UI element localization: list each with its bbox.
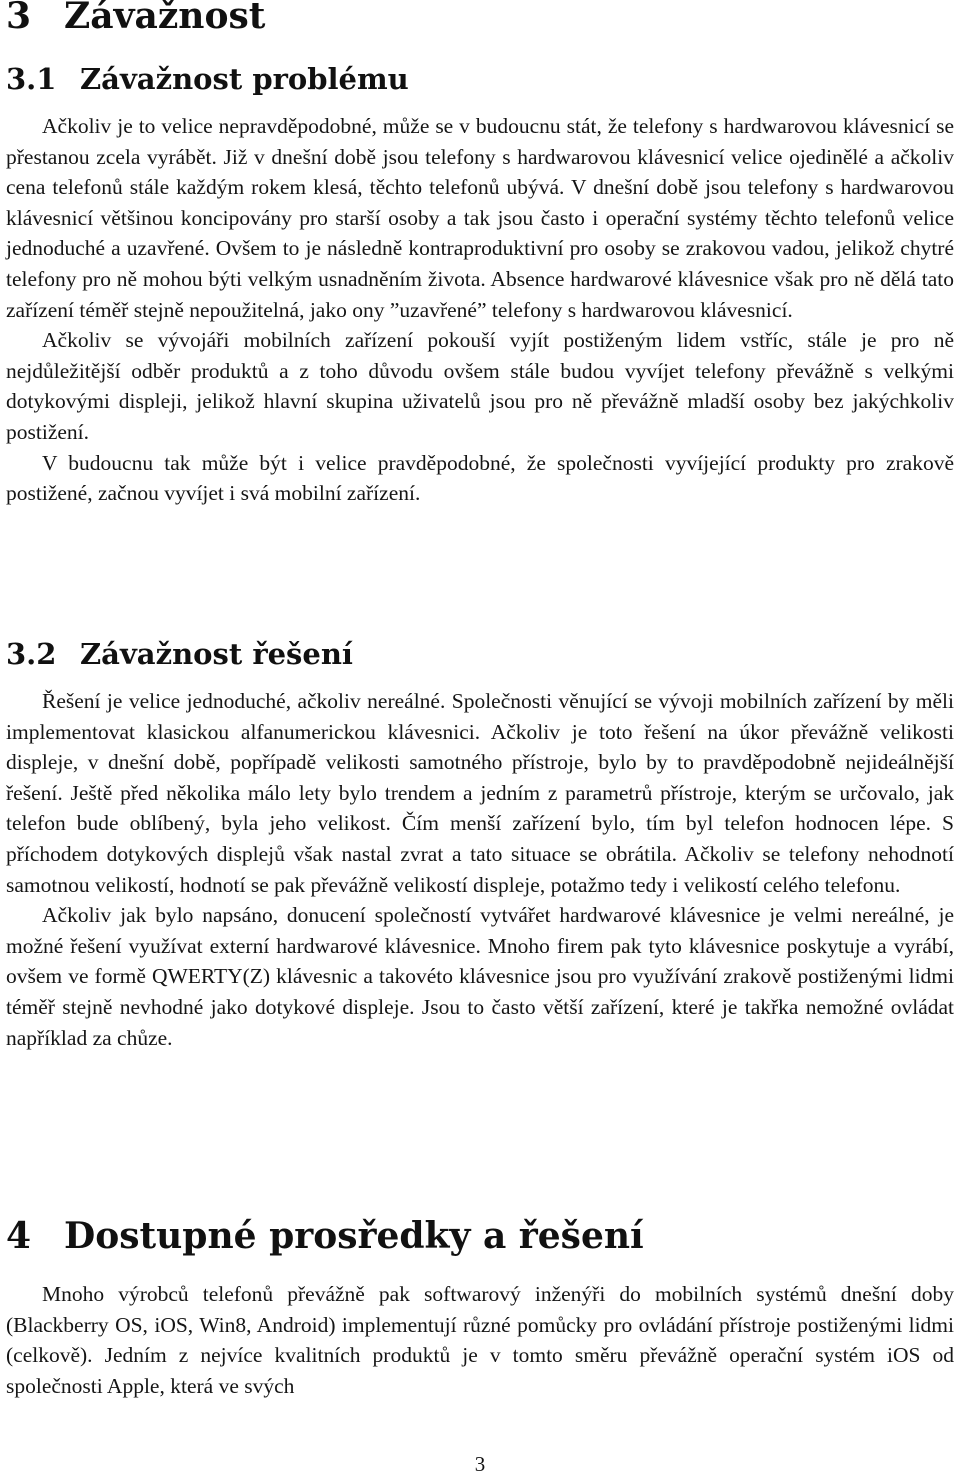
section-4-body (6, 1279, 954, 1401)
section-3-heading (6, 0, 265, 36)
paragraph: Mnoho výrobců telefonů převážně pak softwarový inženýři do mobilních systémů dnešní doby (Blackberry OS, iOS, Win8, Android) implementují různé pomůcky pro ovládání přístroje postiženými lidmi (celkově). Jedním z nejvíce kvalitních produktů je v tomto směru převážně operační systém iOS od společnosti Apple, která ve svých (6, 1282, 954, 1398)
section-number: 3.2 (6, 637, 57, 671)
section-number: 3.1 (6, 62, 57, 96)
section-number: 4 (6, 1215, 32, 1257)
paragraph: Ačkoliv se vývojáři mobilních zařízení pokouší vyjít postiženým lidem vstříc, stále je pro ně nejdůležitější odběr produktů a z toho důvodu ovšem stále budou vyvíjet telefony převážně s velkými dotykovými displeji, jelikož hlavní skupina uživatelů jsou pro ně převážně mladší osoby bez jakýchkoliv postižení. (6, 328, 954, 444)
paragraph: Řešení je velice jednoduché, ačkoliv nereálné. Společnosti věnující se vývoji mobilních zařízení by měli implementovat klasickou alfanumerickou klávesnici. Ačkoliv je toto řešení na úkor převážně velikosti displeje, v dnešní době, popřípadě velikosti samotného přístroje, bylo by to pravděpodobně nejideálnější řešení. Ještě před několika málo lety bylo trendem a jedním z parametrů přístroje, kterým se určovalo, jak telefon bude oblíbený, byla jeho velikost. Čím menší zařízení bylo, tím byl telefon hodnocen lépe. S příchodem dotykových displejů však nastal zvrat a tato situace se obrátila. Ačkoliv se telefony nehodnotí samotnou velikostí, hodnotí se pak převážně velikostí displeje, potažmo tedy i velikostí celého telefonu. (6, 689, 954, 897)
paragraph: V budoucnu tak může být i velice pravděpodobné, že společnosti vyvíjející produkty pro zrakově postižené, začnou vyvíjet i svá mobilní zařízení. (6, 450, 954, 506)
section-title: Dostupné prosředky a řešení (64, 1215, 644, 1257)
section-title: Závažnost (64, 0, 266, 37)
section-3-1-heading (6, 61, 409, 97)
section-3-2-heading (6, 636, 353, 672)
paragraph: Ačkoliv jak bylo napsáno, donucení společností vytvářet hardwarové klávesnice je velmi nereálné, je možné řešení využívat externí hardwarové klávesnice. Mnoho firem pak tyto klávesnice poskytuje a vyrábí, ovšem ve formě QWERTY(Z) klávesnic a takovéto klávesnice jsou pro využívání zrakově postiženými lidmi téměř stejně nevhodné jako dotykové displeje. Jsou to často větší zařízení, které je takřka nemožné ovládat například za chůze. (6, 903, 954, 1050)
section-4-heading (6, 1216, 644, 1256)
section-title: Závažnost řešení (80, 637, 353, 671)
section-3-1-body (6, 111, 954, 509)
page-number: 3 (474, 1452, 486, 1476)
section-number: 3 (6, 0, 32, 37)
section-title: Závažnost problému (80, 62, 409, 96)
paragraph: Ačkoliv je to velice nepravděpodobné, může se v budoucnu stát, že telefony s hardwarovou klávesnicí se přestanou zcela vyrábět. Již v dnešní době jsou telefony s hardwarovou klávesnicí velice ojedinělé a ačkoliv cena telefonů stále každým rokem klesá, těchto telefonů ubývá. V dnešní době jsou telefony s hardwarovou klávesnicí většinou koncipovány pro starší osoby a tak jsou často i operační systémy těchto telefonů velice jednoduché a uzavřené. Ovšem to je následně kontraproduktivní pro osoby se zrakovou vadou, jelikož chytré telefony pro ně mohou býti velkým usnadněním života. Absence hardwarové klávesnice však pro ně dělá tato zařízení téměř stejně nepoužitelná, jako ony ”uzavřené” telefony s hardwarovou klávesnicí. (6, 114, 954, 322)
section-3-2-body (6, 686, 954, 1053)
